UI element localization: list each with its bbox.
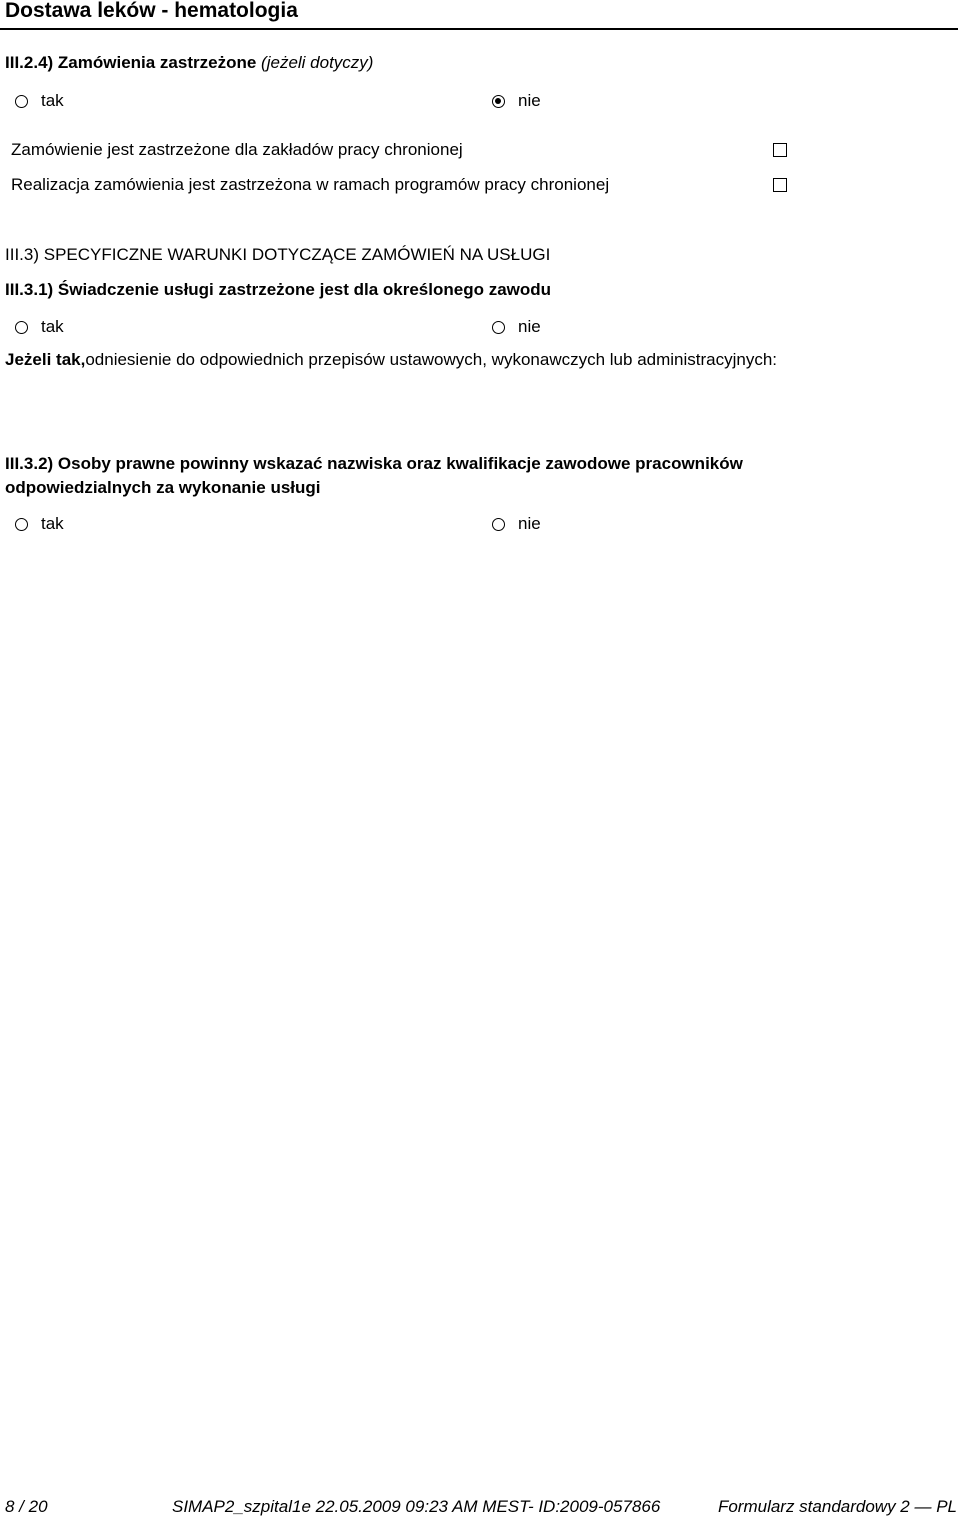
radio-iii-3-1-nie-label: nie <box>518 317 541 336</box>
section-heading-iii-2-4-note: (jeżeli dotyczy) <box>261 53 374 72</box>
section-heading-iii-3-1: III.3.1) Świadczenie usługi zastrzeżone jest dla określonego zawodu <box>5 280 552 299</box>
radio-iii-3-2-tak[interactable] <box>15 518 28 531</box>
radio-iii-2-4-tak[interactable] <box>15 95 28 108</box>
checkbox-label-chronionej-zaklady: Zamówienie jest zastrzeżone dla zakładów pracy chronionej <box>11 140 463 159</box>
radio-iii-3-2-nie[interactable] <box>492 518 505 531</box>
section-heading-iii-2-4 <box>5 53 373 73</box>
radio-iii-3-1-nie[interactable] <box>492 321 505 334</box>
section-heading-iii-3-2-line-1: III.3.2) Osoby prawne powinny wskazać nazwiska oraz kwalifikacje zawodowe pracowników <box>5 454 743 473</box>
regulation-note-condition: Jeżeli tak, <box>5 350 86 369</box>
footer-document-id: SIMAP2_szpital1e 22.05.2009 09:23 AM MEST- ID:2009-057866 <box>172 1497 661 1516</box>
checkbox-chronionej-programy[interactable] <box>773 178 787 192</box>
checkbox-chronionej-zaklady[interactable] <box>773 143 787 157</box>
radio-iii-2-4-tak-label: tak <box>41 91 64 110</box>
section-heading-iii-2-4-main: III.2.4) Zamówienia zastrzeżone <box>5 53 257 72</box>
page-title: Dostawa leków - hematologia <box>5 0 298 22</box>
section-heading-iii-3: III.3) SPECYFICZNE WARUNKI DOTYCZĄCE ZAMÓWIEŃ NA USŁUGI <box>5 245 551 264</box>
checkbox-label-chronionej-programy: Realizacja zamówienia jest zastrzeżona w ramach programów pracy chronionej <box>11 175 610 194</box>
regulation-note <box>5 350 777 370</box>
radio-iii-2-4-nie[interactable] <box>492 95 505 108</box>
footer-form-name: Formularz standardowy 2 — PL <box>717 1497 957 1516</box>
radio-iii-3-1-tak[interactable] <box>15 321 28 334</box>
footer-page-number: 8 / 20 <box>5 1497 48 1516</box>
radio-iii-3-2-nie-label: nie <box>518 514 541 533</box>
regulation-note-text: odniesienie do odpowiednich przepisów ustawowych, wykonawczych lub administracyjnych: <box>85 350 778 369</box>
section-heading-iii-3-2-line-2: odpowiedzialnych za wykonanie usługi <box>5 478 321 497</box>
title-divider <box>0 28 958 30</box>
radio-iii-3-2-tak-label: tak <box>41 514 64 533</box>
radio-iii-3-1-tak-label: tak <box>41 317 64 336</box>
radio-iii-2-4-nie-label: nie <box>518 91 541 110</box>
